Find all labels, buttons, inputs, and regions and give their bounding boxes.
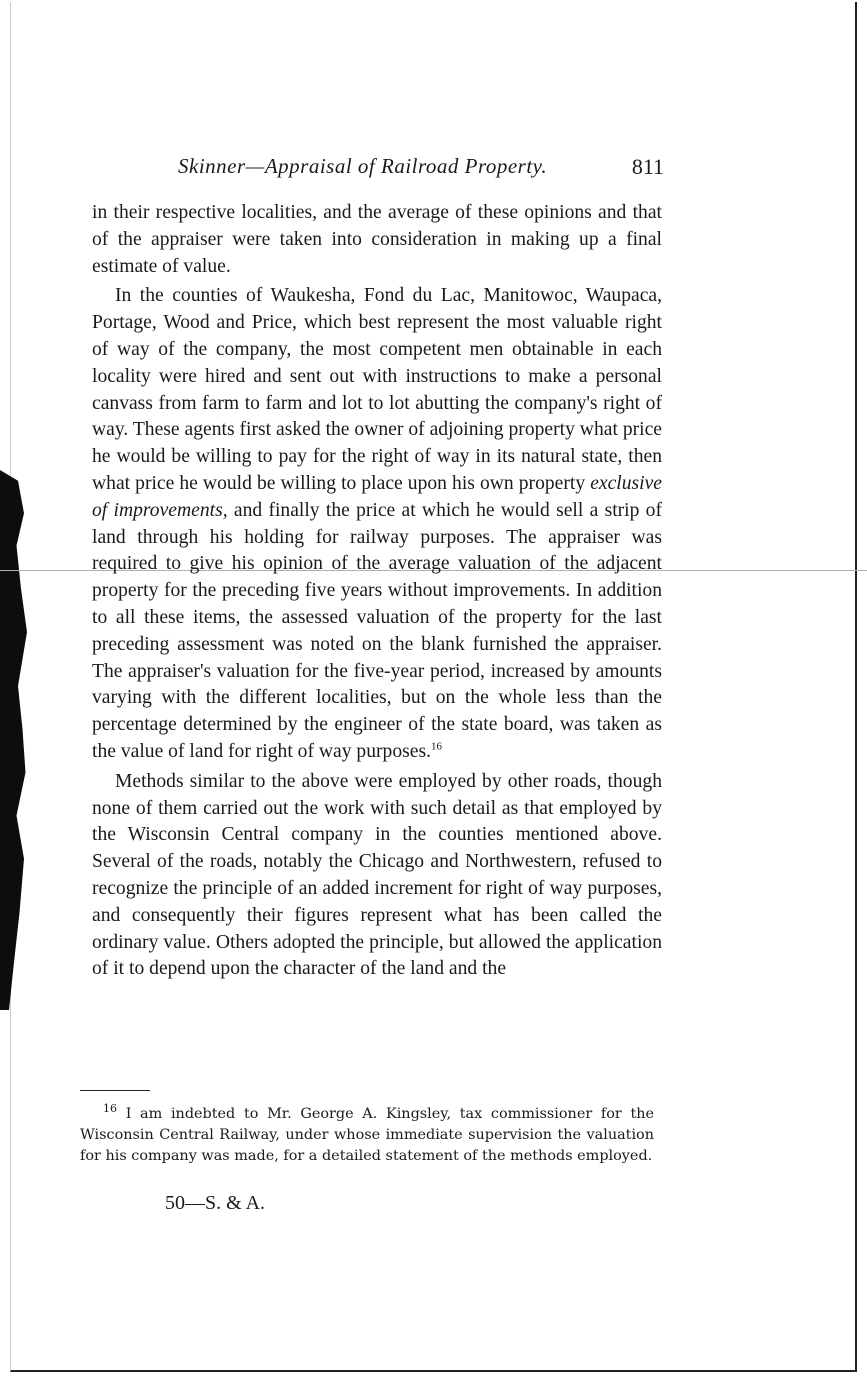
footnote-marker: 16 [103,1102,117,1116]
footnote-reference: 16 [431,740,442,753]
paragraph-text: and finally the price at which he would sell a strip of land through his holding for railway purposes. The appraiser was required to give his opinion of the average valuation of the adjacent property for the preceding five years without improvements. In addition to all these items, the assessed valuation of the property for the last preceding assessment was noted on the blank furnished the appraiser. The appraiser's valuation for the five-year period, increased by amounts varying with the different localities, but on the whole less than the percentage determined by the engineer of the state board, was taken as the value of land for right of way purposes. [92,499,662,762]
emphasis-text: exclusive of improvements, [92,472,662,521]
paragraph-continuation: in their respective localities, and the average of these opinions and that of the appraiser were taken into consideration in making up a final estimate of value. [92,202,662,277]
running-head: Skinner—Appraisal of Railroad Property. [178,154,548,178]
footnote-divider [80,1090,150,1091]
paragraph-methods: Methods similar to the above were employed by other roads, though none of them carried out the work with such detail as that employed by the Wisconsin Central company in the counties mentioned above. Several of the roads, notably the Chicago and Northwestern, refused to recognize the principle of an added increment for right of way purposes, and consequently their figures represent what has been called the ordinary value. Others adopted the principle, but allowed the application of it to depend upon the character of the land and the [92,770,662,980]
signature-mark: 50—S. & A. [165,1192,266,1214]
footnote-text: I am indebted to Mr. George A. Kingsley, tax commissioner for the Wisconsin Central Railway, under whose immediate supervision the valuation for his company was made, for a detailed statement of the methods employed. [80,1106,655,1164]
paragraph-counties [92,283,662,765]
body-text [92,200,662,983]
paragraph-text: In the counties of Waukesha, Fond du Lac, Manitowoc, Waupaca, Portage, Wood and Price, which best represent the most valuable right of way of the company, the most competent men obtainable in each locality were hired and sent out with instructions to make a personal canvass from farm to farm and lot to lot abutting the company's right of way. These agents first asked the owner of adjoining property what price he would be willing to pay for the right of way in its natural state, then what price he would be willing to place upon his own property [92,285,662,494]
page-header [178,154,668,186]
page-number: 811 [631,154,664,179]
footnote [80,1104,654,1167]
